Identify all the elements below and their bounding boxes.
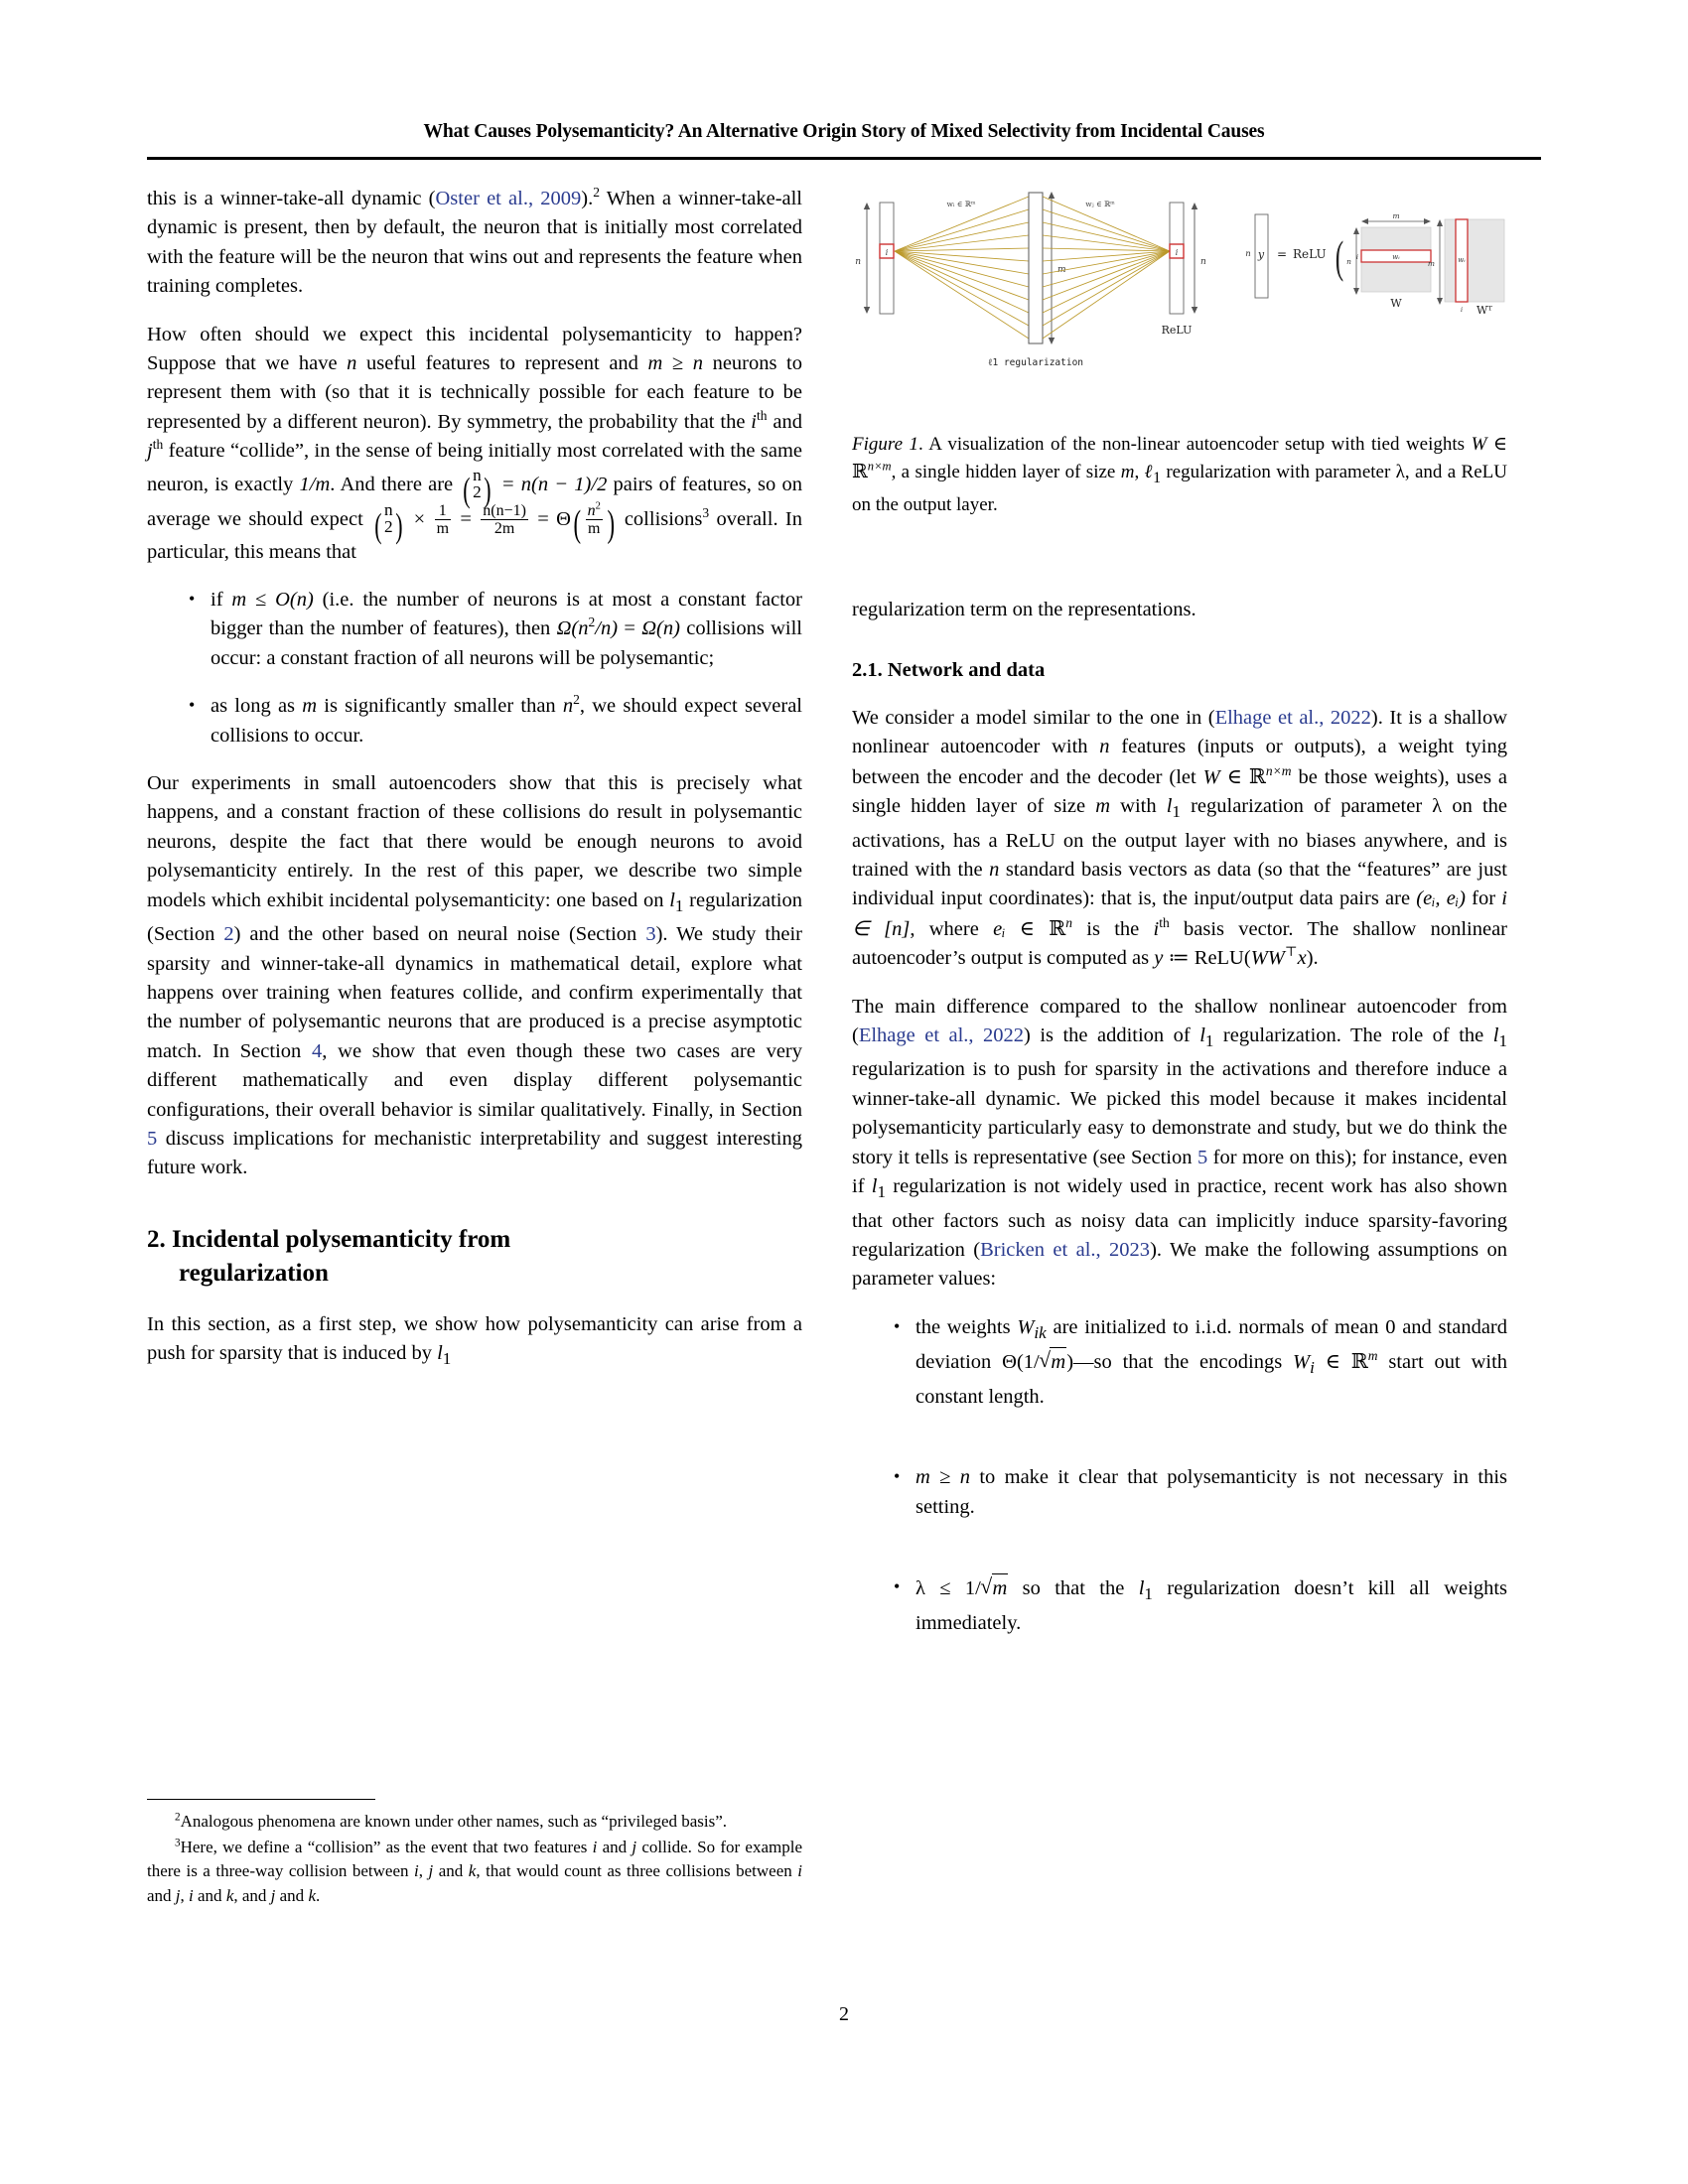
page-number: 2 <box>839 2003 849 2025</box>
var-j-1: j <box>147 440 153 463</box>
output-n-label: n <box>1200 257 1206 267</box>
figcap-t5: , and a ReLU on the output layer. <box>852 461 1507 515</box>
figcap-t1: . A visualization of the non-linear autoencoder setup with tied weights <box>918 434 1472 455</box>
matrix-W-i-label: i <box>1355 253 1358 261</box>
binomial-n-2: ( n 2 ) <box>463 465 492 510</box>
footnotes-block <box>147 1799 802 1909</box>
rp1-R2: ℝ <box>1049 915 1066 940</box>
fn3-i-4: i <box>189 1885 194 1905</box>
section-ref-2[interactable]: 2 <box>223 923 234 946</box>
matrix-WT-height-arrow <box>1437 219 1443 305</box>
rb1-sqrt <box>1040 1347 1066 1377</box>
p3-text-4: ). We study their sparsity and winner-take-all dynamics in mathematical detail, explore what happens over training when features collide, and confirm experimentally that the number of polysemantic neurons that are produced is a precise asymptotic match. In Section <box>147 923 802 1062</box>
output-cell-label: i <box>1175 248 1179 257</box>
binom-bottom: 2 <box>473 482 482 502</box>
rp1-t12: basis vector. The shallow nonlinear autoencoder’s output is computed as <box>852 917 1508 970</box>
fn3-t6: and <box>147 1885 176 1905</box>
p1-text-3: When a winner-take-all dynamic is present, then by default, the neuron that is initially most correlated with the feature will be the neuron that wins out and represents the feature when training completes. <box>147 188 803 298</box>
p3-text-5: , we show that even though these two cases are very different mathematically and even display different polysemantic configurations, their overall behavior is similar qualitatively. Finally, in Section <box>147 1039 803 1121</box>
list-item <box>894 1313 1507 1412</box>
matrix-W-height-arrow <box>1353 227 1359 295</box>
hidden-layer-box <box>1029 193 1043 343</box>
rp1-th: th <box>1159 914 1170 930</box>
rp1-l1sub: 1 <box>1172 802 1181 822</box>
footnote-marker-2[interactable]: 2 <box>593 185 600 201</box>
p2-text-7: pairs of features, so on average we should expect <box>147 473 802 530</box>
p3-text-2: regularization (Section <box>147 888 802 946</box>
matrix-W-m-label: m <box>1392 211 1400 220</box>
rp2-t6: regularization is not widely used in practice, recent work has also shown that other factors such as noisy data can implicitly induce sparsity-favoring regularization ( <box>852 1175 1507 1261</box>
rp1-t13: . <box>1313 947 1319 970</box>
right-bullet-list <box>852 1313 1507 1638</box>
section-ref-3[interactable]: 3 <box>645 923 656 946</box>
rb1-W: W <box>1017 1315 1035 1338</box>
matrix-WT-i-label: i <box>1460 306 1464 314</box>
rb3-le: ≤ <box>939 1577 951 1600</box>
fn3-t5: , that would count as three collisions between <box>476 1861 798 1881</box>
rp1-R2sup: n <box>1065 914 1072 930</box>
rp1-Rsup: n×m <box>1265 762 1292 778</box>
rp2-t4: regularization is to push for sparsity in the activations and therefore induce a winner-take-all dynamic. We picked this model because it makes incidental polysemanticity particularly easy to demonstrate and study, but we do think the story it tells is representative (see Section <box>852 1058 1507 1168</box>
rp1-eqx: x <box>1297 947 1307 970</box>
figure-1-caption <box>852 431 1507 518</box>
lb1-expr-on: O(n) <box>275 589 314 612</box>
frac3-num <box>586 502 603 520</box>
p4-l1-sub: 1 <box>442 1349 452 1369</box>
op-ge-1: ≥ <box>671 352 684 375</box>
figcap-W: W <box>1471 434 1487 455</box>
figcap-in: ∈ <box>1492 434 1507 455</box>
fn3-i-2: i <box>414 1861 419 1881</box>
fn3-i-1: i <box>592 1837 598 1856</box>
lb1-omega-1b: /n) <box>595 617 619 640</box>
lb2-var-n: n <box>562 695 574 718</box>
input-n-label: n <box>855 257 861 267</box>
rb1-Wsub: ik <box>1034 1322 1047 1342</box>
p1-text-2: ). <box>581 188 594 209</box>
fn3-t3: collide. So for example there is a three-way collision between <box>147 1837 802 1881</box>
frac2-den: 2m <box>493 520 515 538</box>
eq-relu-label: ReLU <box>1293 247 1327 261</box>
rb1-in: ∈ <box>1325 1351 1340 1374</box>
p3-text-3: ) and the other based on neural noise (Section <box>233 923 646 946</box>
rb1-Wisub: i <box>1310 1358 1315 1378</box>
rp1-l1: l <box>1166 795 1173 818</box>
lb1-text-2: (i.e. the number of neurons is at most a constant factor bigger than the number of features), then <box>211 589 802 640</box>
lb1-text-1: if <box>211 589 232 612</box>
figcap-R: ℝ <box>852 460 868 482</box>
expr-one-over-m: 1/m <box>299 473 331 495</box>
rb1-R: ℝ <box>1350 1349 1368 1374</box>
matrix-WT-m-label: m <box>1427 259 1435 268</box>
matrix-WT-wi-label: wᵢ <box>1458 256 1466 264</box>
var-m-1: m <box>647 352 663 375</box>
matrix-WT-label: Wᵀ <box>1477 304 1492 317</box>
rb1-sqrt-m: m <box>1051 1351 1066 1374</box>
right-column <box>852 596 1507 1690</box>
lb1-op-eq: = <box>618 617 642 640</box>
rp1-ei: eᵢ <box>993 917 1006 940</box>
rp1-in: ∈ <box>1226 765 1242 788</box>
figcap-lambda: λ <box>1395 461 1405 482</box>
list-item <box>894 1573 1507 1638</box>
left-column <box>147 185 802 1374</box>
ordinal-th-1: th <box>757 408 768 424</box>
binom-bottom-b: 2 <box>383 517 393 537</box>
rp1-t2: ). It is a shallow nonlinear autoencoder with <box>852 706 1508 758</box>
fn3-t7: and <box>193 1885 226 1905</box>
w-i-left-label: wᵢ ∈ ℝᵐ <box>946 200 976 208</box>
p2-text-2: useful features to represent and <box>356 352 648 375</box>
op-times: × <box>413 507 426 530</box>
rb3-one: 1/ <box>964 1577 981 1600</box>
rp1-eqT: ⊤ <box>1284 944 1298 960</box>
fn3-k-1: k <box>468 1861 477 1881</box>
fn3-t1: Here, we define a “collision” as the event that two features <box>180 1837 593 1856</box>
citation-oster[interactable]: Oster et al., 2009 <box>435 188 582 209</box>
fn3-t4: and <box>433 1861 469 1881</box>
p2-text-5: feature “collide”, in the sense of being initially most correlated with the same neuron, is exactly <box>147 440 802 495</box>
rb1-Rsup: m <box>1367 1348 1378 1364</box>
running-header: What Causes Polysemanticity? An Alternative Origin Story of Mixed Selectivity from Incidental Causes <box>423 121 1265 142</box>
frac3-den: m <box>588 520 601 538</box>
rp2-t7: ). We make the following assumptions on parameter values: <box>852 1239 1507 1291</box>
rb1-theta-close: ) <box>1066 1351 1074 1374</box>
hidden-m-label: m <box>1057 265 1066 275</box>
rp2-l1b: l <box>1492 1024 1499 1046</box>
rb2-ge: ≥ <box>939 1466 951 1489</box>
paragraph-model-description: We consider a model similar to the one in (Elhage et al., 2022). It is a shallow nonlinear autoencoder with n features (inputs or outputs), a weight tying between the encoder and the decoder (let W ∈ ℝ$^{n\times m}$ be those weights), uses a single hidden layer of size m with $l_1$ regularization of parameter λ on the activations, has a ReLU on the output layer with no biases anywhere, and is trained with the n standard basis vectors as data (so that the “features” are just individual input coordinates): that is, the input/output data pairs are (eᵢ, eᵢ) for i ∈ [n], where eᵢ ∈ ℝ$^n$ is the i$^{th}$ basis vector. The shallow nonlinear autoencoder’s output is computed as y ≔ ReLU(WW⊤x). <box>852 706 1508 970</box>
op-eq-2: = <box>537 507 549 530</box>
fn3-c3: , and <box>233 1885 271 1905</box>
rp1-t3: features (inputs or outputs), a weight tying between the encoder and the decoder (let <box>852 736 1507 788</box>
p4-l1: l <box>437 1342 443 1365</box>
figcap-ellsub: 1 <box>1153 469 1161 486</box>
lb1-text-3: collisions will occur: a constant fraction of all neurons will be polysemantic; <box>211 617 803 669</box>
encoder-edges <box>895 197 1029 339</box>
rp1-t11: is the <box>1072 917 1154 940</box>
figcap-t4: regularization with parameter <box>1161 461 1396 482</box>
footnote-2-marker: 2 <box>175 1811 181 1824</box>
autoencoder-diagram-svg <box>852 185 1507 383</box>
rp1-t6: regularization of parameter <box>1180 795 1433 818</box>
paragraph-experiments <box>147 769 802 1183</box>
rp2-l1csub: 1 <box>877 1182 887 1202</box>
frac1-den: m <box>436 520 449 538</box>
list-item <box>894 1463 1507 1522</box>
footnote-3 <box>147 1836 802 1909</box>
figcap-Rsup: n×m <box>867 459 892 474</box>
header-rule <box>147 157 1541 160</box>
rb3-t2: regularization doesn’t kill all weights immediately. <box>915 1577 1508 1634</box>
fn3-k-2: k <box>225 1885 234 1905</box>
figcap-t3: , <box>1134 461 1145 482</box>
paragraph-winner-take-all <box>147 185 802 302</box>
expr-pairs: = n(n − 1)/2 <box>500 473 608 495</box>
fn3-c2: , <box>180 1885 190 1905</box>
paragraph-collision-math: How often should we expect this incidental polysemanticity to happen? Suppose that we have n useful features to represent and m ≥ n neurons to represent them with (so that it is technically possible for each feature to be represented by a different neuron). By symmetry, the probability that the i$^{th}$ and j$^{th}$ feature “collide”, in the sense of being initially most correlated with the same neuron, is exactly 1/m. And there are ( n 2 ) = n(n − 1)/2 pairs of features, so on average we should expect ( n 2 ) × $\frac{1}{m}$ = $\frac{n(n-1)}{2m}$ = Θ( $\frac{n^2}{m}$ ) collisions$^3$ overall. In particular, this means that <box>147 323 802 563</box>
citation-bricken[interactable]: Bricken et al., 2023 <box>980 1239 1151 1261</box>
rp1-eqy: y <box>1154 947 1164 970</box>
fraction-n2-over-m <box>586 502 603 538</box>
rb3-lambda: λ <box>915 1577 925 1600</box>
var-n-1: n <box>347 352 357 375</box>
fn3-c1: , <box>418 1861 429 1881</box>
figcap-ell: ℓ <box>1144 461 1154 482</box>
rp1-t5: with <box>1110 795 1167 818</box>
eq-open-paren: ( <box>1335 232 1344 284</box>
p3-text-6: discuss implications for mechanistic interpretability and suggest interesting future work. <box>147 1128 802 1179</box>
l1-regularization-label: ℓ1 regularization <box>987 357 1084 368</box>
w-j-right-label: wⱼ ∈ ℝᵐ <box>1085 200 1115 208</box>
section-ref-4[interactable]: 4 <box>312 1039 323 1062</box>
rp1-n2: n <box>989 858 1000 881</box>
rb3-sqrt <box>981 1573 1008 1603</box>
rp1-n: n <box>1099 736 1110 758</box>
rp1-t1: We consider a model similar to the one in ( <box>852 706 1215 729</box>
binom-top-b: n <box>383 499 393 519</box>
rp1-m: m <box>1095 795 1111 818</box>
rp2-l1a: l <box>1199 1024 1205 1046</box>
rb1-t2: are initialized to i.i.d. normals of mean 0 and standard deviation <box>915 1315 1507 1374</box>
matrix-WT-box <box>1445 219 1504 302</box>
fn3-j-2: j <box>428 1861 434 1881</box>
frac3-num-base: n <box>587 502 596 520</box>
rb2-m: m <box>915 1466 930 1489</box>
citation-elhage-2[interactable]: Elhage et al., 2022 <box>858 1024 1025 1046</box>
lb1-op-le: ≤ <box>255 589 267 612</box>
frac2-num: n(n−1) <box>483 502 526 520</box>
citation-elhage-1[interactable]: Elhage et al., 2022 <box>1214 706 1371 729</box>
rp1-t9: for <box>1465 887 1502 910</box>
paragraph-section2-intro <box>147 1310 802 1374</box>
fn3-j-1: j <box>632 1837 637 1856</box>
matrix-W-label: W <box>1390 297 1402 310</box>
rp2-t1: The main difference compared to the shallow nonlinear autoencoder from ( <box>852 995 1507 1046</box>
rb1-t1: the weights <box>915 1315 1018 1338</box>
fn3-t2: and <box>597 1837 633 1856</box>
section-heading-2-line1: 2. Incidental polysemanticity from <box>147 1225 511 1253</box>
lb2-text-3: , we should expect several collisions to occur. <box>211 695 802 747</box>
rp1-vi: i <box>1153 917 1160 940</box>
rb3-l1sub: 1 <box>1144 1584 1153 1604</box>
rp2-l1bsub: 1 <box>1498 1031 1507 1051</box>
list-item <box>189 692 802 751</box>
footnote-2-text: Analogous phenomena are known under other names, such as “privileged basis”. <box>180 1812 728 1832</box>
p2-text-4: and <box>767 410 802 433</box>
rp1-in2: ∈ <box>1019 917 1035 940</box>
lb1-omega-2: Ω(n) <box>641 617 680 640</box>
binomial-n-2-b: ( n 2 ) <box>374 499 403 545</box>
rb1-theta: Θ(1/ <box>1002 1351 1040 1374</box>
frac1-num: 1 <box>435 502 451 520</box>
matrix-W-wi-label: wᵢ <box>1392 253 1400 261</box>
lb1-var-m: m <box>231 589 247 612</box>
section-heading-2 <box>147 1223 802 1291</box>
p2-text-9: overall. In particular, this means that <box>147 507 802 563</box>
section-ref-5-right[interactable]: 5 <box>1196 1146 1208 1168</box>
rp1-eqbody: WW <box>1250 947 1285 970</box>
rp1-t7: on the activations, has a ReLU on the output layer with no biases anywhere, and is trained with the <box>852 795 1507 881</box>
p2-text-1: How often should we expect this incidental polysemanticity to happen? Suppose that we have <box>147 323 802 375</box>
var-i-1: i <box>751 410 757 433</box>
rp1-t8: standard basis vectors as data (so that the “features” are just individual input coordinates): that is, the input/output data pairs are <box>852 858 1508 910</box>
rp1-eqdef: ≔ <box>1168 947 1190 970</box>
ordinal-th-2: th <box>152 437 164 453</box>
fn3-k-3: k <box>308 1885 316 1905</box>
rp2-l1c: l <box>871 1175 878 1198</box>
rb1-Wi: W <box>1293 1351 1311 1374</box>
section-ref-5[interactable]: 5 <box>147 1128 158 1151</box>
rp1-t10: , where <box>910 917 994 940</box>
input-cell-label: i <box>885 248 889 257</box>
rb3-t1: so that the <box>1008 1577 1139 1600</box>
footnote-3-marker: 3 <box>175 1837 181 1849</box>
figcap-m: m <box>1120 461 1135 482</box>
left-bullet-list <box>147 586 802 751</box>
paragraph-regularization-term: regularization term on the representations. <box>852 599 1196 620</box>
figure-label: Figure 1 <box>852 434 919 455</box>
input-size-arrow <box>864 203 870 314</box>
rp1-eqrelu: ReLU <box>1194 947 1244 970</box>
symbol-theta: Θ <box>556 507 571 530</box>
footnote-2 <box>147 1810 802 1835</box>
rb2-t1: to make it clear that polysemanticity is not necessary in this setting. <box>915 1466 1508 1518</box>
lb2-sup: 2 <box>573 692 580 708</box>
p3-text-1: Our experiments in small autoencoders show that this is precisely what happens, and a constant fraction of these collisions do result in polysemantic neurons, despite the fact that there would be enough neurons to avoid polysemanticity entirely. In the rest of this paper, we describe two simple models which exhibit incidental polysemanticity: one based on <box>147 772 802 911</box>
op-eq-1: = <box>460 507 472 530</box>
figcap-t2: , a single hidden layer of size <box>891 461 1121 482</box>
relu-label: ReLU <box>1161 324 1193 337</box>
rp1-pair: (eᵢ, eᵢ) <box>1416 887 1466 910</box>
p2-text-8: collisions <box>617 507 703 530</box>
footnote-rule <box>147 1799 375 1800</box>
var-n-2: n <box>692 352 703 375</box>
rp2-l1asub: 1 <box>1204 1031 1214 1051</box>
frac3-num-sup: 2 <box>595 500 601 512</box>
list-item <box>189 586 802 673</box>
p2-text-6: . And there are <box>330 473 460 495</box>
rp1-t4: be those weights), uses a single hidden layer of size <box>852 765 1508 818</box>
figure-1-diagram <box>852 185 1507 383</box>
matrix-W-n-label: n <box>1346 257 1351 266</box>
paragraph-main-difference <box>852 993 1507 1295</box>
p3-l1-sub: 1 <box>674 895 684 915</box>
rb3-l1: l <box>1138 1577 1145 1600</box>
p2-text-3: neurons to represent them with (so that it is technically possible for each feature to be represented by a different neuron). By symmetry, the probability that the <box>147 352 802 433</box>
rb1-t4: start out with constant length. <box>915 1351 1508 1408</box>
fn3-t8: and <box>275 1885 309 1905</box>
p3-l1: l <box>669 888 675 911</box>
rb3-sqrt-m: m <box>992 1577 1008 1600</box>
rp1-R: ℝ <box>1248 763 1266 788</box>
p4-text-1: In this section, as a first step, we show how polysemanticity can arise from a push for sparsity that is induced by <box>147 1312 802 1365</box>
footnote-marker-3[interactable]: 3 <box>702 504 710 520</box>
fn3-i-3: i <box>797 1861 803 1881</box>
section-heading-2-1: 2.1. Network and data <box>852 659 1046 682</box>
fn3-j-4: j <box>270 1885 276 1905</box>
eq-y-label: y <box>1257 248 1265 261</box>
eq-equals-sign: = <box>1277 247 1288 261</box>
output-size-arrow <box>1192 203 1197 314</box>
rp2-t5: for more on this); for instance, even if <box>852 1146 1507 1198</box>
fn3-j-3: j <box>175 1885 181 1905</box>
rp1-lambda: λ <box>1432 795 1443 818</box>
rp1-iin: i ∈ [n] <box>852 887 1507 940</box>
lb1-omega-1: Ω(n <box>556 617 589 640</box>
eq-n-left-label: n <box>1245 249 1251 259</box>
fn3-t9: . <box>315 1885 321 1905</box>
rb1-t3: —so that the encodings <box>1073 1351 1294 1374</box>
section-heading-2-line2: regularization <box>179 1259 329 1287</box>
rp2-t3: regularization. The role of the <box>1213 1024 1493 1046</box>
lb2-text-1: as long as <box>211 695 303 718</box>
lb1-omega-sup: 2 <box>588 614 596 630</box>
rb2-n: n <box>959 1466 971 1489</box>
lb2-text-2: is significantly smaller than <box>317 695 563 718</box>
lb2-var-m: m <box>302 695 318 718</box>
rp2-t2: ) is the addition of <box>1024 1024 1200 1046</box>
rp1-W: W <box>1202 765 1220 788</box>
p1-text-1: this is a winner-take-all dynamic ( <box>147 188 436 209</box>
binom-top: n <box>473 465 482 484</box>
fraction-1-over-m <box>435 502 451 538</box>
